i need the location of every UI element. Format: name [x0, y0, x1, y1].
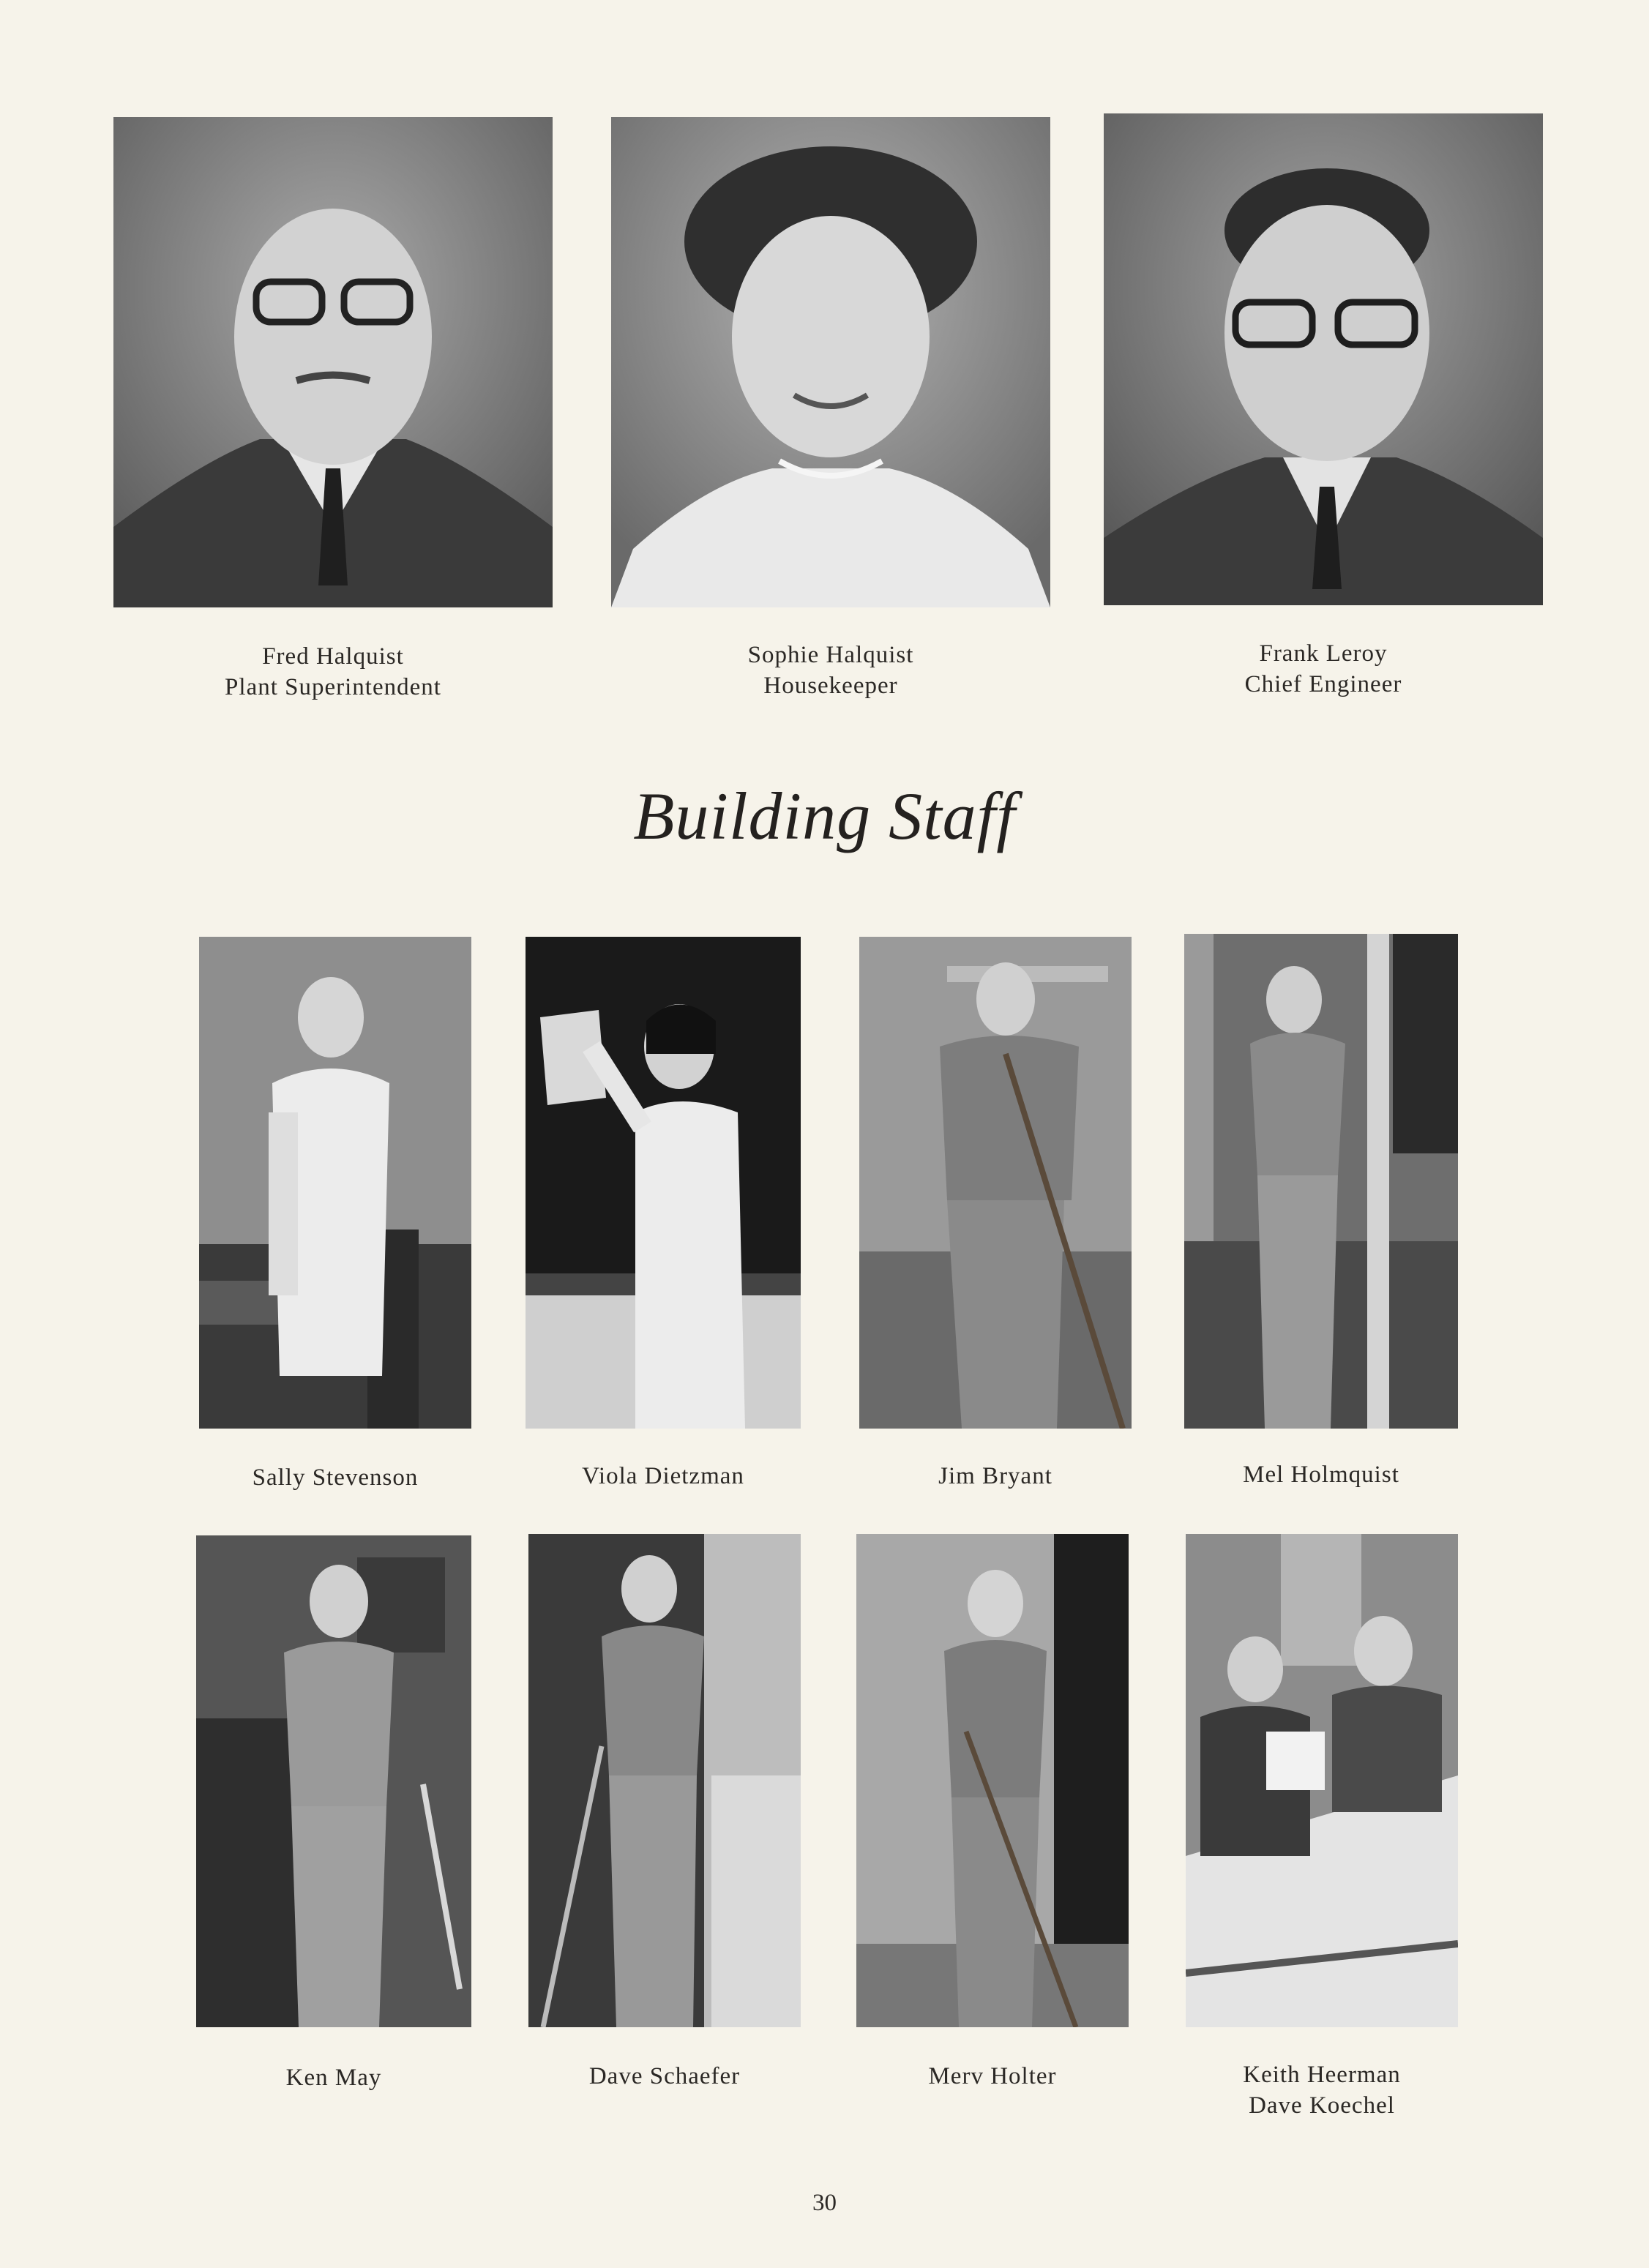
portrait-caption-frank-leroy [1104, 638, 1543, 700]
person-name: Fred Halquist [262, 643, 404, 670]
portrait-caption-sophie-halquist [611, 640, 1050, 701]
staff-photo-ken-may [196, 1535, 471, 2027]
staff-caption-mel-holmquist [1184, 1459, 1458, 1490]
person-title: Plant Superintendent [225, 674, 441, 700]
person-title: Chief Engineer [1244, 671, 1402, 697]
person-name: Mel Holmquist [1243, 1462, 1399, 1488]
staff-photo-mel-holmquist [1184, 934, 1458, 1429]
person-name: Sally Stevenson [252, 1464, 419, 1491]
staff-photo-merv-holter [856, 1534, 1129, 2027]
person-title: Housekeeper [763, 673, 898, 699]
portrait-photo-frank-leroy [1104, 113, 1543, 605]
staff-photo-sally-stevenson [199, 937, 471, 1429]
page-number: 30 [812, 2190, 837, 2216]
staff-photo-viola-dietzman [526, 937, 801, 1429]
staff-caption-sally-stevenson [199, 1462, 471, 1493]
staff-photo-keith-heerman-dave-koechel [1186, 1534, 1458, 2027]
staff-photo-jim-bryant [859, 937, 1132, 1429]
person-name: Keith Heerman [1243, 2062, 1401, 2088]
person-name: Ken May [285, 2065, 382, 2091]
section-title: Building Staff [633, 779, 1016, 853]
person-name: Frank Leroy [1259, 640, 1388, 667]
staff-caption-viola-dietzman [526, 1461, 801, 1492]
person-name: Merv Holter [928, 2063, 1057, 2089]
person-name-second: Dave Koechel [1249, 2092, 1395, 2119]
staff-caption-jim-bryant [859, 1461, 1132, 1492]
person-name: Jim Bryant [938, 1463, 1052, 1489]
person-name: Dave Schaefer [588, 2063, 741, 2089]
staff-caption-ken-may [196, 2062, 471, 2093]
staff-caption-dave-schaefer [528, 2061, 801, 2092]
person-name: Sophie Halquist [747, 642, 914, 668]
staff-caption-keith-heerman-dave-koechel [1186, 2059, 1458, 2121]
staff-caption-merv-holter [856, 2061, 1129, 2092]
person-name: Viola Dietzman [582, 1463, 744, 1489]
staff-photo-dave-schaefer [528, 1534, 801, 2027]
portrait-photo-sophie-halquist [611, 117, 1050, 607]
portrait-photo-fred-halquist [113, 117, 553, 607]
portrait-caption-fred-halquist [113, 641, 553, 703]
